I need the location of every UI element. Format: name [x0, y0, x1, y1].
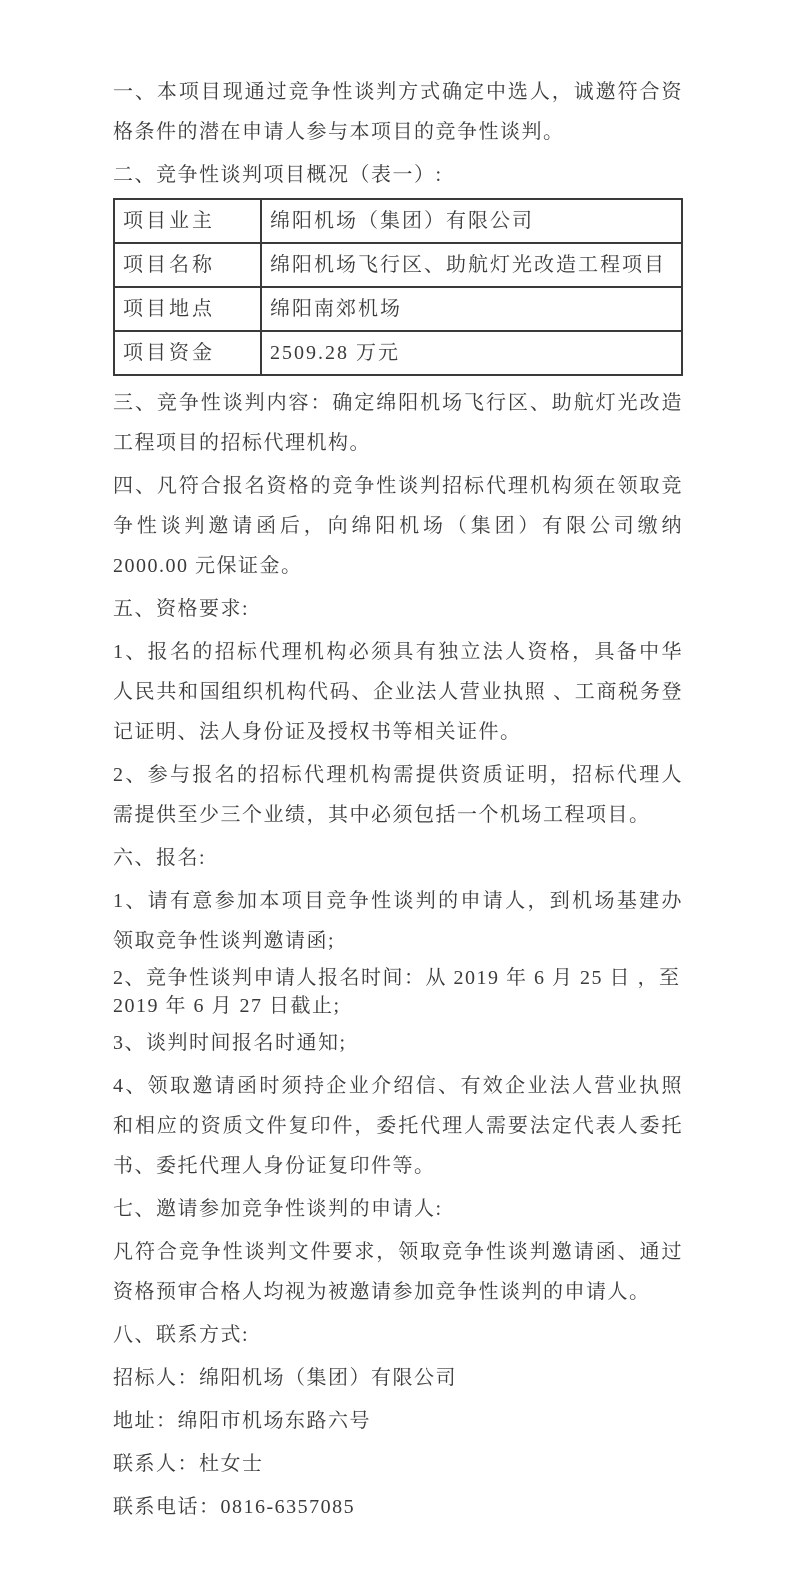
owner-label-cell: 项目业主 [114, 199, 261, 243]
contact-person: 联系人：杜女士 [113, 1453, 264, 1475]
location-label-cell: 项目地点 [114, 287, 261, 331]
heading-project-overview: 二、竞争性谈判项目概况（表一）: [113, 164, 443, 186]
para-registration-4: 4、领取邀请函时须持企业介绍信、有效企业法人营业执照和相应的资质文件复印件，委托代理人需要法定代表人委托书、委托代理人身份证复印件等。 [113, 1075, 683, 1177]
para-registration-1: 1、请有意参加本项目竞争性谈判的申请人，到机场基建办领取竞争性谈判邀请函; [113, 890, 683, 952]
contact-address: 地址：绵阳市机场东路六号 [113, 1410, 371, 1432]
funds-value-cell: 2509.28 万元 [261, 331, 682, 375]
location-value-cell: 绵阳南郊机场 [261, 287, 682, 331]
para-registration-2-dates: 2、竞争性谈判申请人报名时间：从 2019 年 6 月 25 日 ，至 2019 年 6 月 27 日截止; [113, 967, 681, 1017]
funds-label-cell: 项目资金 [114, 331, 261, 375]
heading-registration: 六、报名: [113, 847, 207, 869]
project-name-value-cell: 绵阳机场飞行区、助航灯光改造工程项目 [261, 243, 682, 287]
table-row-funds [114, 331, 682, 375]
contact-phone: 联系电话：0816-6357085 [113, 1496, 356, 1518]
contact-tenderer: 招标人：绵阳机场（集团）有限公司 [113, 1367, 457, 1389]
para-qualification-2: 2、参与报名的招标代理机构需提供资质证明，招标代理人需提供至少三个业绩，其中必须包括一个机场工程项目。 [113, 764, 683, 826]
heading-contact: 八、联系方式: [113, 1324, 250, 1346]
table-row-location [114, 287, 682, 331]
table-row-owner [114, 199, 682, 243]
para-qualification-1: 1、报名的招标代理机构必须具有独立法人资格，具备中华人民共和国组织机构代码、企业法人营业执照 、工商税务登记证明、法人身份证及授权书等相关证件。 [113, 641, 683, 743]
project-name-label-cell: 项目名称 [114, 243, 261, 287]
owner-value-cell: 绵阳机场（集团）有限公司 [261, 199, 682, 243]
para-method-intro: 一、本项目现通过竞争性谈判方式确定中选人，诚邀符合资格条件的潜在申请人参与本项目的竞争性谈判。 [113, 81, 683, 143]
para-negotiation-content: 三、竞争性谈判内容：确定绵阳机场飞行区、助航灯光改造工程项目的招标代理机构。 [113, 392, 683, 454]
para-deposit-requirement: 四、凡符合报名资格的竞争性谈判招标代理机构须在领取竞争性谈判邀请函后，向绵阳机场（集团）有限公司缴纳 2000.00 元保证金。 [113, 475, 683, 577]
project-overview-table [113, 198, 683, 376]
para-invited-applicants: 凡符合竞争性谈判文件要求，领取竞争性谈判邀请函、通过资格预审合格人均视为被邀请参加竞争性谈判的申请人。 [113, 1241, 683, 1303]
para-registration-3: 3、谈判时间报名时通知; [113, 1032, 347, 1054]
heading-invited-applicants: 七、邀请参加竞争性谈判的申请人: [113, 1198, 443, 1220]
heading-qualification: 五、资格要求: [113, 598, 250, 620]
table-row-project-name [114, 243, 682, 287]
